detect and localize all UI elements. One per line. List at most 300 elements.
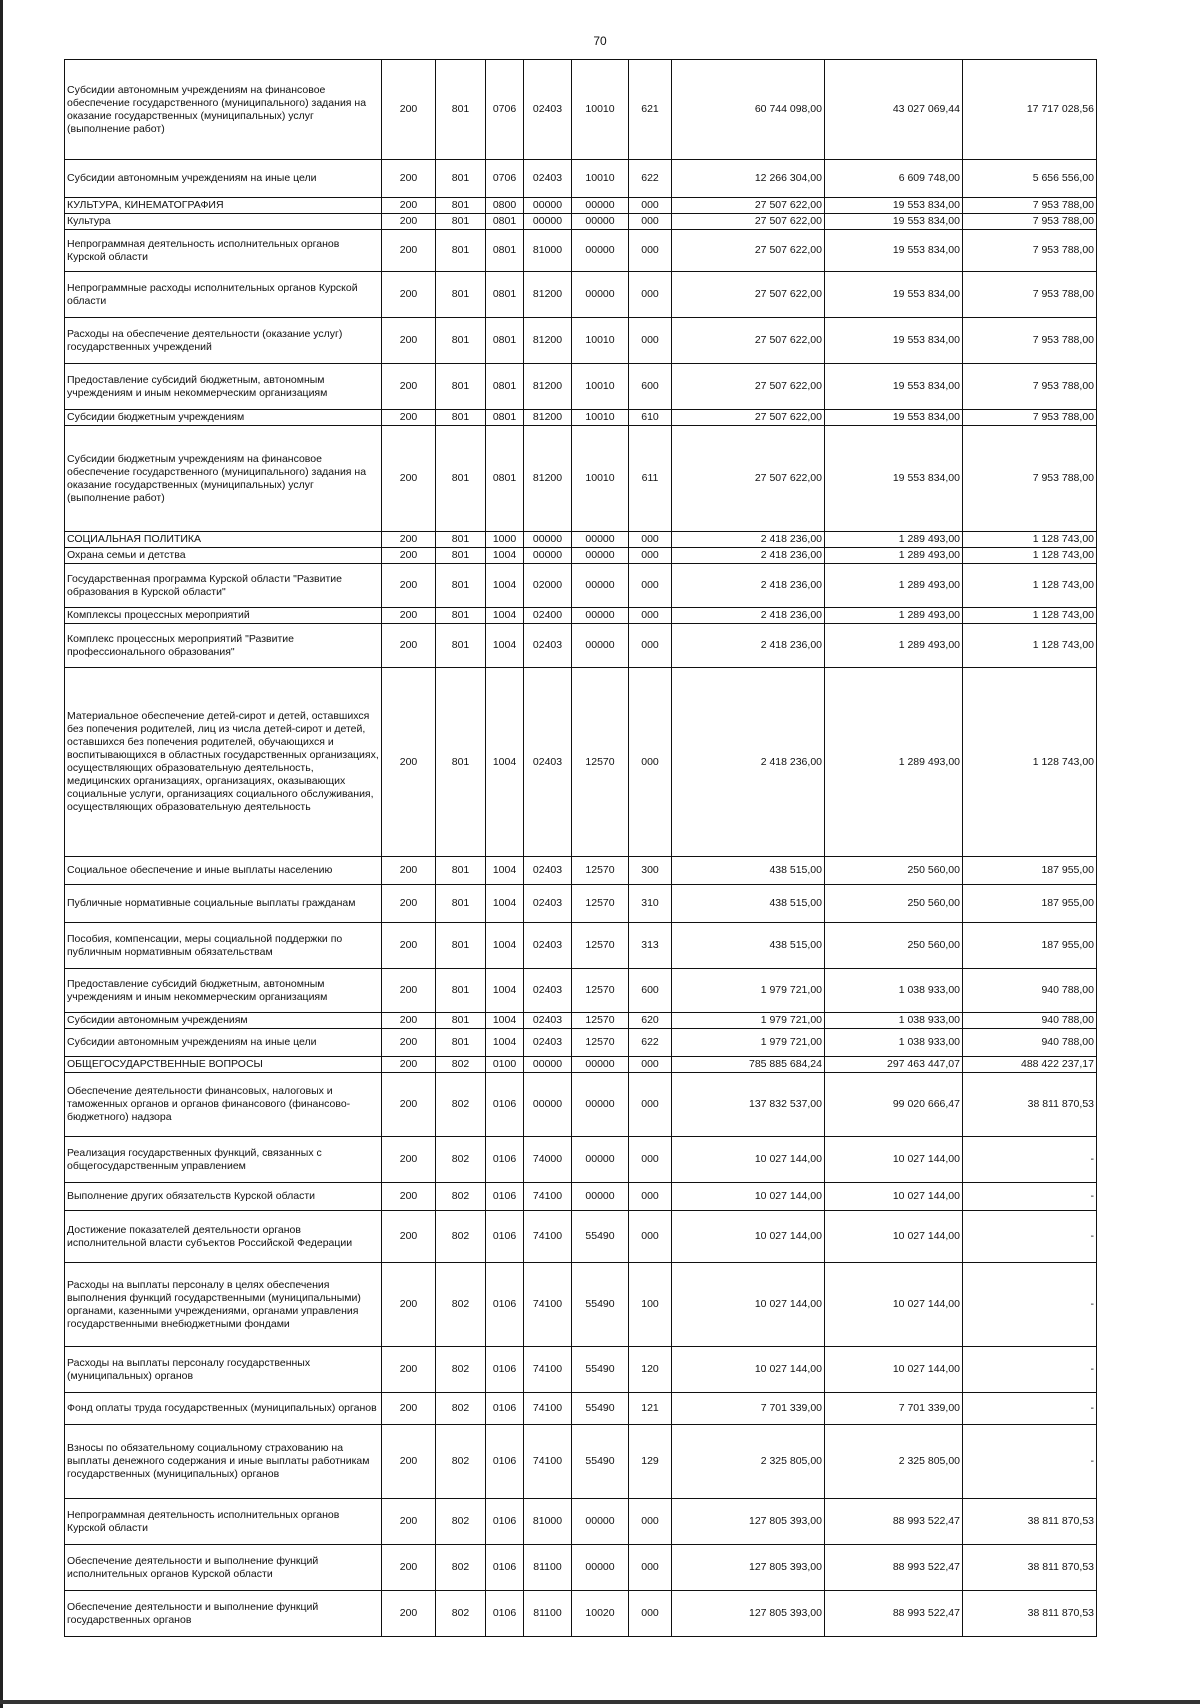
row-name: Субсидии автономным учреждениям на иные цели [65, 1029, 382, 1057]
code-program: 81100 [524, 1545, 572, 1591]
row-name: Субсидии бюджетным учреждениям на финансовое обеспечение государственного (муниципального) задания на оказание государственных (муниципальных) услуг (выполнение работ) [65, 426, 382, 532]
code-section: 0106 [486, 1211, 524, 1263]
code-grbs: 200 [382, 1211, 436, 1263]
code-direction: 55490 [572, 1425, 629, 1499]
code-grbs: 200 [382, 160, 436, 198]
amount-remainder: 7 953 788,00 [963, 198, 1097, 214]
code-department: 802 [436, 1211, 486, 1263]
amount-remainder: - [963, 1137, 1097, 1183]
table-row [65, 923, 1097, 969]
amount-executed: 88 993 522,47 [825, 1591, 963, 1637]
amount-plan: 1 979 721,00 [672, 969, 825, 1013]
code-direction: 12570 [572, 969, 629, 1013]
code-program: 02403 [524, 1029, 572, 1057]
row-name: Субсидии автономным учреждениям [65, 1013, 382, 1029]
amount-executed: 10 027 144,00 [825, 1347, 963, 1393]
code-department: 801 [436, 318, 486, 364]
amount-plan: 27 507 622,00 [672, 318, 825, 364]
amount-plan: 127 805 393,00 [672, 1545, 825, 1591]
code-department: 801 [436, 198, 486, 214]
amount-plan: 127 805 393,00 [672, 1591, 825, 1637]
scan-bottom-edge [0, 1700, 1200, 1704]
code-department: 802 [436, 1393, 486, 1425]
code-department: 801 [436, 160, 486, 198]
code-grbs: 200 [382, 1499, 436, 1545]
amount-remainder: - [963, 1347, 1097, 1393]
row-name: Взносы по обязательному социальному страхованию на выплаты денежного содержания и иные выплаты работникам государственных (муниципальных) органов [65, 1425, 382, 1499]
code-direction: 12570 [572, 1029, 629, 1057]
code-department: 802 [436, 1073, 486, 1137]
amount-remainder: 187 955,00 [963, 857, 1097, 885]
amount-remainder: - [963, 1263, 1097, 1347]
code-direction: 12570 [572, 885, 629, 923]
table-row [65, 410, 1097, 426]
table-row [65, 969, 1097, 1013]
code-grbs: 200 [382, 198, 436, 214]
code-grbs: 200 [382, 1545, 436, 1591]
table-row [65, 1183, 1097, 1211]
code-program: 02403 [524, 885, 572, 923]
amount-plan: 1 979 721,00 [672, 1013, 825, 1029]
amount-remainder: - [963, 1211, 1097, 1263]
amount-plan: 27 507 622,00 [672, 198, 825, 214]
code-program: 00000 [524, 198, 572, 214]
amount-remainder: 940 788,00 [963, 969, 1097, 1013]
page-number: 70 [593, 34, 607, 48]
amount-executed: 10 027 144,00 [825, 1211, 963, 1263]
amount-remainder: 1 128 743,00 [963, 532, 1097, 548]
table-row [65, 548, 1097, 564]
amount-plan: 137 832 537,00 [672, 1073, 825, 1137]
code-department: 801 [436, 532, 486, 548]
amount-executed: 6 609 748,00 [825, 160, 963, 198]
amount-remainder: 1 128 743,00 [963, 564, 1097, 608]
code-expense-type: 000 [629, 230, 672, 272]
amount-executed: 10 027 144,00 [825, 1183, 963, 1211]
code-direction: 00000 [572, 198, 629, 214]
code-section: 0801 [486, 272, 524, 318]
code-grbs: 200 [382, 923, 436, 969]
table-row [65, 668, 1097, 857]
code-program: 02403 [524, 624, 572, 668]
code-section: 0106 [486, 1499, 524, 1545]
amount-remainder: 38 811 870,53 [963, 1591, 1097, 1637]
amount-plan: 27 507 622,00 [672, 364, 825, 410]
code-section: 0106 [486, 1347, 524, 1393]
code-section: 1004 [486, 608, 524, 624]
code-section: 1004 [486, 564, 524, 608]
code-section: 1004 [486, 548, 524, 564]
code-expense-type: 622 [629, 160, 672, 198]
code-program: 81200 [524, 426, 572, 532]
code-section: 1004 [486, 1029, 524, 1057]
amount-plan: 27 507 622,00 [672, 214, 825, 230]
table-row [65, 1263, 1097, 1347]
table-row [65, 1499, 1097, 1545]
code-program: 74100 [524, 1263, 572, 1347]
code-department: 801 [436, 668, 486, 857]
row-name: Субсидии автономным учреждениям на иные цели [65, 160, 382, 198]
table-row [65, 1211, 1097, 1263]
code-expense-type: 620 [629, 1013, 672, 1029]
amount-plan: 438 515,00 [672, 857, 825, 885]
code-direction: 00000 [572, 1545, 629, 1591]
amount-remainder: 7 953 788,00 [963, 272, 1097, 318]
amount-remainder: 38 811 870,53 [963, 1545, 1097, 1591]
code-direction: 00000 [572, 624, 629, 668]
code-direction: 00000 [572, 1499, 629, 1545]
code-expense-type: 129 [629, 1425, 672, 1499]
amount-remainder: 7 953 788,00 [963, 214, 1097, 230]
amount-remainder: 38 811 870,53 [963, 1073, 1097, 1137]
row-name: Культура [65, 214, 382, 230]
code-grbs: 200 [382, 624, 436, 668]
code-expense-type: 000 [629, 1057, 672, 1073]
code-program: 02403 [524, 668, 572, 857]
code-expense-type: 000 [629, 1545, 672, 1591]
code-program: 02403 [524, 923, 572, 969]
code-expense-type: 313 [629, 923, 672, 969]
table-row [65, 272, 1097, 318]
code-grbs: 200 [382, 1591, 436, 1637]
table-row [65, 608, 1097, 624]
table-row [65, 1057, 1097, 1073]
code-expense-type: 121 [629, 1393, 672, 1425]
code-department: 802 [436, 1263, 486, 1347]
code-section: 0706 [486, 160, 524, 198]
amount-remainder: 7 953 788,00 [963, 230, 1097, 272]
code-department: 801 [436, 60, 486, 160]
amount-plan: 2 418 236,00 [672, 668, 825, 857]
code-department: 802 [436, 1057, 486, 1073]
code-expense-type: 000 [629, 1137, 672, 1183]
amount-remainder: 7 953 788,00 [963, 364, 1097, 410]
amount-plan: 2 418 236,00 [672, 608, 825, 624]
code-grbs: 200 [382, 214, 436, 230]
code-grbs: 200 [382, 857, 436, 885]
code-section: 0801 [486, 230, 524, 272]
code-program: 02000 [524, 564, 572, 608]
code-direction: 00000 [572, 608, 629, 624]
amount-plan: 27 507 622,00 [672, 230, 825, 272]
code-department: 802 [436, 1545, 486, 1591]
amount-plan: 2 418 236,00 [672, 548, 825, 564]
code-section: 1004 [486, 1013, 524, 1029]
row-name: Реализация государственных функций, связанных с общегосударственным управлением [65, 1137, 382, 1183]
code-direction: 12570 [572, 857, 629, 885]
row-name: Охрана семьи и детства [65, 548, 382, 564]
table-row [65, 1545, 1097, 1591]
code-grbs: 200 [382, 1137, 436, 1183]
table-row [65, 318, 1097, 364]
amount-plan: 10 027 144,00 [672, 1183, 825, 1211]
row-name: КУЛЬТУРА, КИНЕМАТОГРАФИЯ [65, 198, 382, 214]
amount-remainder: 187 955,00 [963, 923, 1097, 969]
amount-plan: 2 418 236,00 [672, 564, 825, 608]
amount-plan: 785 885 684,24 [672, 1057, 825, 1073]
code-department: 801 [436, 426, 486, 532]
code-department: 801 [436, 1029, 486, 1057]
amount-executed: 19 553 834,00 [825, 198, 963, 214]
table-row [65, 1425, 1097, 1499]
amount-plan: 10 027 144,00 [672, 1211, 825, 1263]
amount-executed: 19 553 834,00 [825, 230, 963, 272]
code-section: 1004 [486, 923, 524, 969]
code-expense-type: 000 [629, 198, 672, 214]
table-row [65, 1073, 1097, 1137]
table-row [65, 160, 1097, 198]
row-name: Комплекс процессных мероприятий "Развитие профессионального образования" [65, 624, 382, 668]
row-name: Субсидии автономным учреждениям на финансовое обеспечение государственного (муниципального) задания на оказание государственных (муниципальных) услуг (выполнение работ) [65, 60, 382, 160]
amount-executed: 7 701 339,00 [825, 1393, 963, 1425]
table-row [65, 564, 1097, 608]
code-section: 0106 [486, 1183, 524, 1211]
code-direction: 00000 [572, 532, 629, 548]
table-row [65, 1393, 1097, 1425]
code-expense-type: 120 [629, 1347, 672, 1393]
code-program: 00000 [524, 532, 572, 548]
code-department: 801 [436, 364, 486, 410]
code-direction: 00000 [572, 230, 629, 272]
code-department: 801 [436, 1013, 486, 1029]
code-grbs: 200 [382, 1425, 436, 1499]
code-program: 81200 [524, 364, 572, 410]
code-direction: 00000 [572, 1183, 629, 1211]
code-department: 801 [436, 923, 486, 969]
code-grbs: 200 [382, 1073, 436, 1137]
code-section: 1004 [486, 624, 524, 668]
table-row [65, 1347, 1097, 1393]
amount-executed: 250 560,00 [825, 923, 963, 969]
code-expense-type: 300 [629, 857, 672, 885]
table-row [65, 1013, 1097, 1029]
code-expense-type: 000 [629, 214, 672, 230]
code-grbs: 200 [382, 364, 436, 410]
code-program: 81100 [524, 1591, 572, 1637]
code-program: 74100 [524, 1347, 572, 1393]
code-expense-type: 000 [629, 564, 672, 608]
code-section: 1000 [486, 532, 524, 548]
amount-executed: 1 038 933,00 [825, 1029, 963, 1057]
code-program: 74000 [524, 1137, 572, 1183]
amount-plan: 1 979 721,00 [672, 1029, 825, 1057]
row-name: Публичные нормативные социальные выплаты гражданам [65, 885, 382, 923]
code-department: 802 [436, 1591, 486, 1637]
code-direction: 10020 [572, 1591, 629, 1637]
code-expense-type: 000 [629, 1183, 672, 1211]
code-direction: 00000 [572, 1137, 629, 1183]
row-name: СОЦИАЛЬНАЯ ПОЛИТИКА [65, 532, 382, 548]
code-expense-type: 000 [629, 668, 672, 857]
code-expense-type: 600 [629, 969, 672, 1013]
code-program: 74100 [524, 1393, 572, 1425]
amount-remainder: 1 128 743,00 [963, 548, 1097, 564]
code-section: 1004 [486, 885, 524, 923]
code-department: 802 [436, 1425, 486, 1499]
amount-plan: 2 418 236,00 [672, 624, 825, 668]
code-program: 00000 [524, 1073, 572, 1137]
amount-executed: 1 289 493,00 [825, 624, 963, 668]
code-grbs: 200 [382, 668, 436, 857]
amount-executed: 1 289 493,00 [825, 608, 963, 624]
code-program: 00000 [524, 548, 572, 564]
amount-remainder: 940 788,00 [963, 1029, 1097, 1057]
code-expense-type: 000 [629, 548, 672, 564]
code-department: 801 [436, 608, 486, 624]
code-department: 801 [436, 857, 486, 885]
code-grbs: 200 [382, 1013, 436, 1029]
amount-remainder: 1 128 743,00 [963, 608, 1097, 624]
code-section: 0106 [486, 1545, 524, 1591]
code-program: 02403 [524, 969, 572, 1013]
amount-plan: 127 805 393,00 [672, 1499, 825, 1545]
table-row [65, 1591, 1097, 1637]
amount-executed: 250 560,00 [825, 857, 963, 885]
amount-remainder: 488 422 237,17 [963, 1057, 1097, 1073]
row-name: Материальное обеспечение детей-сирот и детей, оставшихся без попечения родителей, лиц из числа детей-сирот и детей, оставшихся без попечения родителей, обучающихся и воспитывающихся в областных государственных организациях, осуществляющих образовательную деятельность, медицинских организациях, организациях, оказывающих социальные услуги, организациях социального обслуживания, осуществляющих образовательную деятельность [65, 668, 382, 857]
code-department: 802 [436, 1499, 486, 1545]
amount-remainder: 187 955,00 [963, 885, 1097, 923]
code-section: 0106 [486, 1591, 524, 1637]
table-row [65, 857, 1097, 885]
code-direction: 00000 [572, 214, 629, 230]
code-expense-type: 000 [629, 608, 672, 624]
amount-remainder: 940 788,00 [963, 1013, 1097, 1029]
code-direction: 10010 [572, 160, 629, 198]
table-row [65, 230, 1097, 272]
amount-remainder: 5 656 556,00 [963, 160, 1097, 198]
table-row [65, 624, 1097, 668]
code-grbs: 200 [382, 318, 436, 364]
budget-table-body [65, 60, 1097, 1637]
amount-executed: 1 289 493,00 [825, 532, 963, 548]
amount-remainder: - [963, 1425, 1097, 1499]
code-grbs: 200 [382, 272, 436, 318]
amount-executed: 2 325 805,00 [825, 1425, 963, 1499]
amount-executed: 99 020 666,47 [825, 1073, 963, 1137]
code-direction: 12570 [572, 923, 629, 969]
code-program: 81200 [524, 410, 572, 426]
amount-plan: 27 507 622,00 [672, 272, 825, 318]
code-direction: 10010 [572, 60, 629, 160]
code-department: 801 [436, 230, 486, 272]
code-grbs: 200 [382, 60, 436, 160]
code-grbs: 200 [382, 608, 436, 624]
code-direction: 55490 [572, 1211, 629, 1263]
code-section: 0100 [486, 1057, 524, 1073]
code-section: 1004 [486, 857, 524, 885]
amount-executed: 1 289 493,00 [825, 548, 963, 564]
code-department: 801 [436, 272, 486, 318]
amount-executed: 88 993 522,47 [825, 1499, 963, 1545]
code-section: 0801 [486, 318, 524, 364]
amount-remainder: - [963, 1183, 1097, 1211]
amount-plan: 10 027 144,00 [672, 1263, 825, 1347]
code-program: 02403 [524, 1013, 572, 1029]
code-expense-type: 000 [629, 1211, 672, 1263]
row-name: Непрограммные расходы исполнительных органов Курской области [65, 272, 382, 318]
amount-remainder: 1 128 743,00 [963, 668, 1097, 857]
row-name: Выполнение других обязательств Курской области [65, 1183, 382, 1211]
code-expense-type: 310 [629, 885, 672, 923]
amount-plan: 12 266 304,00 [672, 160, 825, 198]
code-department: 802 [436, 1183, 486, 1211]
amount-executed: 19 553 834,00 [825, 318, 963, 364]
code-section: 0801 [486, 426, 524, 532]
amount-executed: 88 993 522,47 [825, 1545, 963, 1591]
row-name: Предоставление субсидий бюджетным, автономным учреждениям и иным некоммерческим организациям [65, 969, 382, 1013]
code-direction: 10010 [572, 318, 629, 364]
code-direction: 12570 [572, 1013, 629, 1029]
code-program: 02403 [524, 857, 572, 885]
code-program: 02403 [524, 60, 572, 160]
amount-plan: 438 515,00 [672, 885, 825, 923]
amount-executed: 297 463 447,07 [825, 1057, 963, 1073]
code-expense-type: 000 [629, 624, 672, 668]
code-program: 81000 [524, 230, 572, 272]
code-program: 81200 [524, 272, 572, 318]
code-grbs: 200 [382, 885, 436, 923]
code-department: 801 [436, 624, 486, 668]
code-program: 74100 [524, 1425, 572, 1499]
row-name: Обеспечение деятельности и выполнение функций исполнительных органов Курской области [65, 1545, 382, 1591]
row-name: Субсидии бюджетным учреждениям [65, 410, 382, 426]
row-name: Фонд оплаты труда государственных (муниципальных) органов [65, 1393, 382, 1425]
amount-remainder: 17 717 028,56 [963, 60, 1097, 160]
code-section: 0706 [486, 60, 524, 160]
table-row [65, 1029, 1097, 1057]
table-row [65, 60, 1097, 160]
code-expense-type: 600 [629, 364, 672, 410]
code-expense-type: 000 [629, 1073, 672, 1137]
amount-plan: 7 701 339,00 [672, 1393, 825, 1425]
amount-plan: 10 027 144,00 [672, 1347, 825, 1393]
table-row [65, 214, 1097, 230]
code-grbs: 200 [382, 969, 436, 1013]
code-grbs: 200 [382, 1057, 436, 1073]
code-direction: 55490 [572, 1347, 629, 1393]
code-program: 00000 [524, 214, 572, 230]
code-program: 81200 [524, 318, 572, 364]
amount-plan: 27 507 622,00 [672, 426, 825, 532]
code-expense-type: 000 [629, 272, 672, 318]
code-section: 0106 [486, 1137, 524, 1183]
code-section: 0106 [486, 1393, 524, 1425]
code-section: 1004 [486, 969, 524, 1013]
amount-executed: 19 553 834,00 [825, 426, 963, 532]
row-name: Расходы на выплаты персоналу в целях обеспечения выполнения функций государственными (муниципальными) органами, казенными учреждениями, органами управления государственными внебюджетными фондами [65, 1263, 382, 1347]
code-direction: 55490 [572, 1393, 629, 1425]
code-department: 801 [436, 410, 486, 426]
amount-plan: 2 418 236,00 [672, 532, 825, 548]
code-expense-type: 000 [629, 532, 672, 548]
code-section: 0106 [486, 1425, 524, 1499]
code-expense-type: 100 [629, 1263, 672, 1347]
code-section: 0106 [486, 1263, 524, 1347]
code-grbs: 200 [382, 426, 436, 532]
code-department: 801 [436, 548, 486, 564]
code-grbs: 200 [382, 564, 436, 608]
row-name: Расходы на обеспечение деятельности (оказание услуг) государственных учреждений [65, 318, 382, 364]
row-name: Непрограммная деятельность исполнительных органов Курской области [65, 1499, 382, 1545]
table-row [65, 198, 1097, 214]
code-program: 81000 [524, 1499, 572, 1545]
code-expense-type: 621 [629, 60, 672, 160]
amount-remainder: 38 811 870,53 [963, 1499, 1097, 1545]
row-name: Комплексы процессных мероприятий [65, 608, 382, 624]
amount-plan: 2 325 805,00 [672, 1425, 825, 1499]
code-grbs: 200 [382, 1263, 436, 1347]
